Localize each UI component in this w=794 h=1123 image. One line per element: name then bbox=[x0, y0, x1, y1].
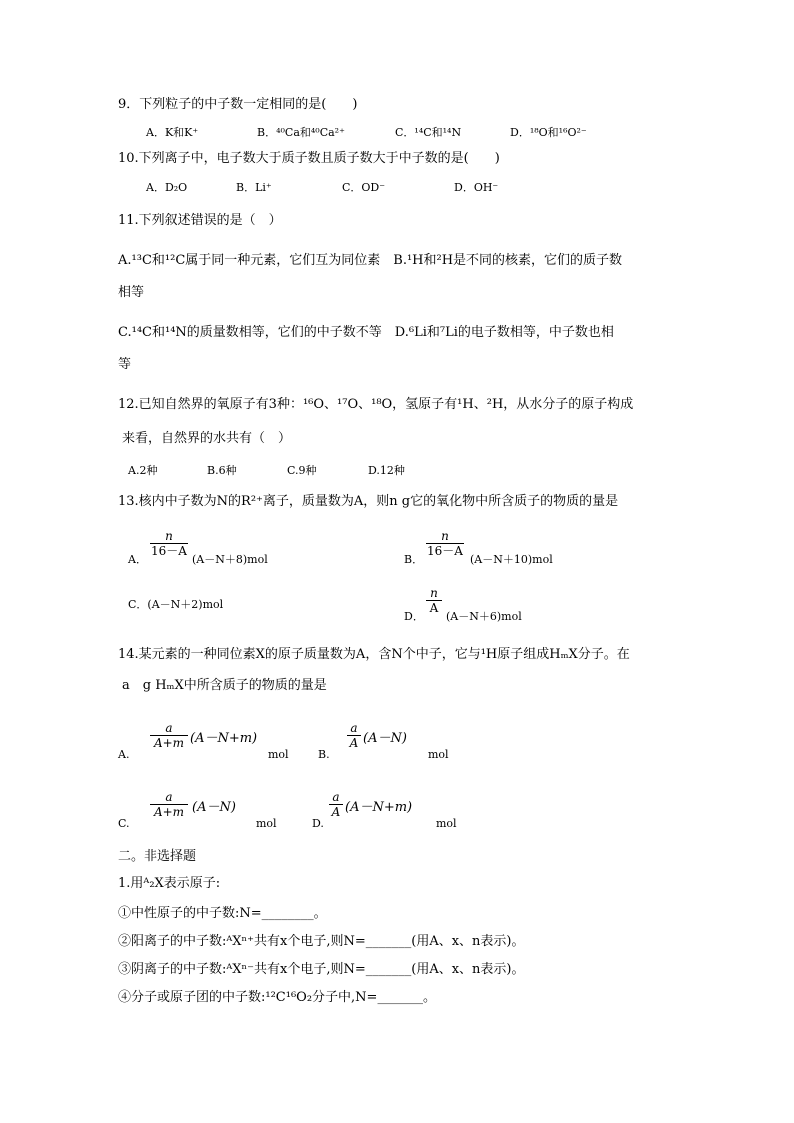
section2-item-2: ②阳离子的中子数:ᴬXⁿ⁺共有x个电子,则N=_______(用A、x、n表示)。 bbox=[118, 934, 525, 949]
q9-option-d: D．¹⁸O和¹⁶O²⁻ bbox=[510, 126, 587, 139]
q12-stem-line2: 来看，自然界的水共有（ ） bbox=[122, 431, 292, 446]
q9-option-a: A．K和K⁺ bbox=[146, 126, 199, 139]
q14-option-c-denominator: A+m bbox=[153, 805, 185, 819]
q14-option-d-label: D. bbox=[312, 817, 324, 830]
q14-option-b-fraction bbox=[347, 721, 361, 750]
section2-q1-stem: 1.用ᴬ₂X表示原子: bbox=[118, 876, 221, 891]
q14-option-a-unit: mol bbox=[268, 748, 289, 761]
section2-item-3: ③阴离子的中子数:ᴬXⁿ⁻共有x个电子,则N=_______(用A、x、n表示)。 bbox=[118, 962, 525, 977]
q13-option-a-denominator: 16－A bbox=[151, 544, 187, 558]
q13-option-d-label: D． bbox=[404, 610, 424, 623]
q10-option-c: C．OD⁻ bbox=[342, 181, 386, 194]
q12-option-d: D.12种 bbox=[368, 464, 405, 477]
q14-stem-line2: a g HₘX中所含质子的物质的量是 bbox=[122, 678, 327, 693]
q13-stem: 13.核内中子数为N的R²⁺离子，质量数为A，则n g它的氧化物中所含质子的物质的量是 bbox=[118, 494, 619, 509]
q14-option-d-denominator: A bbox=[331, 805, 341, 819]
q13-option-a-label: A． bbox=[128, 553, 147, 566]
q13-option-a-fraction bbox=[150, 529, 188, 558]
q13-option-d-fraction bbox=[426, 586, 442, 615]
q14-option-a-fraction bbox=[150, 721, 188, 750]
q11-options-ab-line2: 相等 bbox=[118, 285, 145, 300]
q14-option-b-denominator: A bbox=[349, 736, 359, 750]
q10-stem: 10.下列离子中，电子数大于质子数且质子数大于中子数的是( ) bbox=[118, 151, 500, 166]
q10-option-b: B．Li⁺ bbox=[236, 181, 272, 194]
q10-option-d: D．OH⁻ bbox=[454, 181, 499, 194]
q14-option-c-unit: mol bbox=[256, 817, 277, 830]
q13-option-b-denominator: 16－A bbox=[427, 544, 463, 558]
q11-stem: 11.下列叙述错误的是（ ） bbox=[118, 213, 282, 228]
q11-options-cd-line1: C.¹⁴C和¹⁴N的质量数相等，它们的中子数不等 D.⁶Li和⁷Li的电子数相等，中子数也相 bbox=[118, 325, 614, 340]
q14-option-d-numerator: a bbox=[332, 790, 340, 804]
q13-option-b-numerator: n bbox=[441, 529, 449, 543]
q14-option-a-label: A. bbox=[118, 748, 130, 761]
q14-option-a-tail: (A－N+m) bbox=[190, 731, 258, 746]
section2-item-1: ①中性原子的中子数:N=________。 bbox=[118, 906, 327, 921]
q13-option-d-numerator: n bbox=[430, 586, 438, 600]
q14-option-a-denominator: A+m bbox=[153, 736, 185, 750]
q11-options-cd-line2: 等 bbox=[118, 357, 132, 372]
q13-option-b-label: B． bbox=[404, 553, 424, 566]
q14-option-b-unit: mol bbox=[428, 748, 449, 761]
q12-option-c: C.9种 bbox=[287, 464, 317, 477]
q12-stem-line1: 12.已知自然界的氧原子有3种：¹⁶O、¹⁷O、¹⁸O，氢原子有¹H、²H，从水分子的原子构成 bbox=[118, 397, 634, 412]
q12-option-a: A.2种 bbox=[128, 464, 158, 477]
q14-option-d-unit: mol bbox=[436, 817, 457, 830]
q9-option-b: B．⁴⁰Ca和⁴⁰Ca²⁺ bbox=[257, 126, 345, 139]
q13-option-b-tail: (A－N＋10)mol bbox=[470, 553, 553, 566]
q14-option-b-numerator: a bbox=[350, 721, 358, 735]
q14-option-c-fraction bbox=[150, 790, 188, 819]
q9-option-c: C．¹⁴C和¹⁴N bbox=[395, 126, 462, 139]
section2-item-4: ④分子或原子团的中子数:¹²C¹⁶O₂分子中,N=_______。 bbox=[118, 990, 436, 1005]
q9-stem: 9．下列粒子的中子数一定相同的是( ) bbox=[118, 97, 358, 112]
q14-option-a-numerator: a bbox=[165, 721, 173, 735]
q14-option-c-numerator: a bbox=[165, 790, 173, 804]
q13-option-c: C．(A－N＋2)mol bbox=[128, 598, 224, 611]
q13-option-b-fraction bbox=[426, 529, 464, 558]
q10-option-a: A．D₂O bbox=[146, 181, 188, 194]
q14-option-d-fraction bbox=[329, 790, 343, 819]
q14-option-b-tail: (A－N) bbox=[363, 731, 407, 746]
q11-options-ab-line1: A.¹³C和¹²C属于同一种元素，它们互为同位素 B.¹H和²H是不同的核素，它们的质子数 bbox=[118, 253, 623, 268]
q14-stem-line1: 14.某元素的一种同位素X的原子质量数为A，含N个中子，它与¹H原子组成HₘX分子。在 bbox=[118, 647, 630, 662]
q13-option-a-numerator: n bbox=[165, 529, 173, 543]
q13-option-d-tail: (A－N＋6)mol bbox=[446, 610, 522, 623]
q14-option-d-tail: (A－N+m) bbox=[345, 800, 413, 815]
q14-option-c-tail: (A－N) bbox=[192, 800, 236, 815]
q14-option-b-label: B. bbox=[318, 748, 330, 761]
q13-option-a-tail: (A－N＋8)mol bbox=[192, 553, 268, 566]
section2-heading: 二。非选择题 bbox=[118, 849, 197, 864]
q13-option-d-denominator: A bbox=[429, 601, 439, 615]
q14-option-c-label: C. bbox=[118, 817, 130, 830]
q12-option-b: B.6种 bbox=[207, 464, 237, 477]
